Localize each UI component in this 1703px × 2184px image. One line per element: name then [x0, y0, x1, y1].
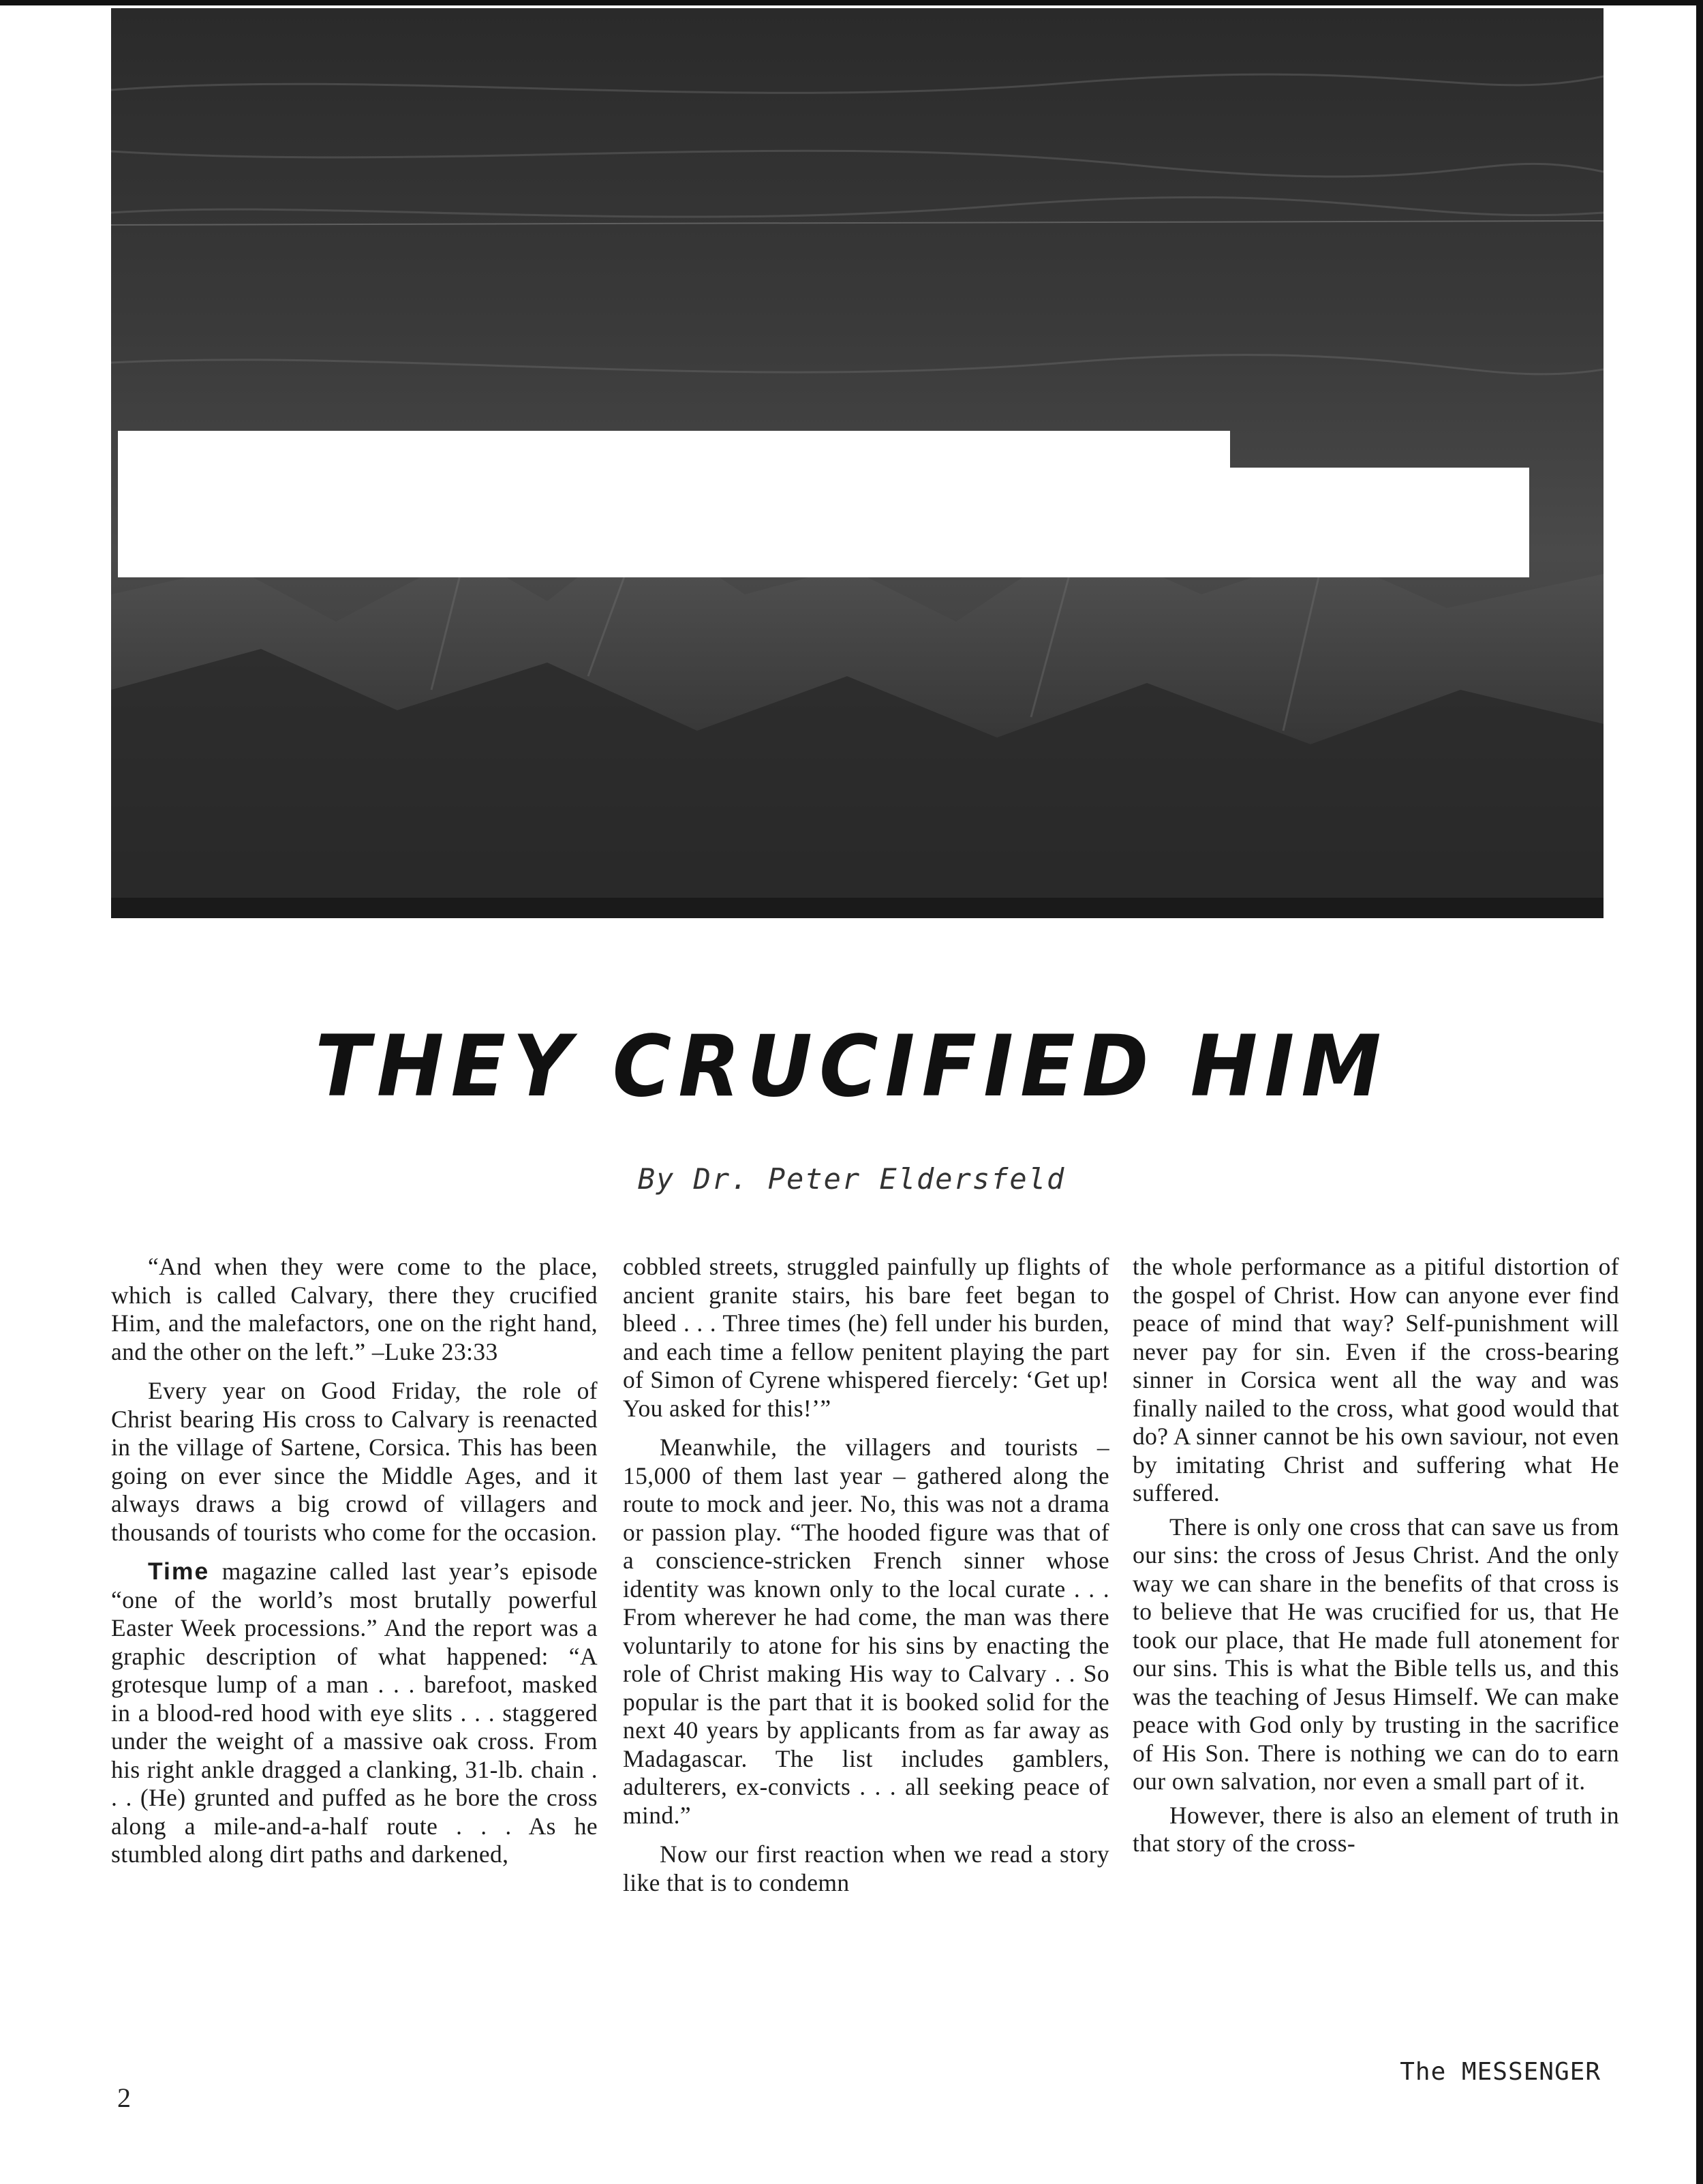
- paragraph: Every year on Good Friday, the role of Christ bearing His cross to Calvary is reenacted in the village of Sartene, Corsica. This has been going on ever since the Middle Ages, and it always draws a big crowd of villagers and thousands of tourists who come for the occasion.: [111, 1377, 598, 1546]
- paragraph: There is only one cross that can save us from our sins: the cross of Jesus Christ. And the only way we can share in the benefits of that cross is to believe that He was crucified for us, that He took our place, that He made full atonement for our sins. This is what the Bible tells us, and this was the teaching of Jesus Himself. We can make peace with God only by trusting in the sacrifice of His Son. There is nothing we can do to earn our own salvation, nor even a small part of it.: [1133, 1513, 1619, 1795]
- scripture-quote: “And when they were come to the place, which is called Calvary, there they crucified Him, and the malefactors, one on the right hand, and the other on the left.” –Luke 23:33: [111, 1253, 598, 1365]
- article-title: THEY CRUCIFIED HIM: [315, 1016, 1388, 1116]
- redaction-box: [118, 431, 1230, 577]
- magazine-name: The MESSENGER: [1400, 2058, 1601, 2086]
- magazine-reference: Time: [148, 1558, 210, 1585]
- paragraph: Time magazine called last year’s episode “one of the world’s most brutally powerful Easter Week processions.” And the report was a graphic description of what happened: “A grotesque lump of a man . . . barefoot, masked in a blood-red hood with eye slits . . . staggered under the weight of a massive oak cross. From his right ankle dragged a clanking, 31-lb. chain . . . (He) grunted and puffed as he bore the cross along a mile-and-a-half route . . . As he stumbled along dirt paths and darkened,: [111, 1558, 598, 1868]
- text-column-3: [1133, 1253, 1619, 1869]
- page-number: 2: [117, 2082, 131, 2113]
- paragraph: Meanwhile, the villagers and tourists – 15,000 of them last year – gathered along the route to mock and jeer. No, this was not a drama or passion play. “The hooded figure was that of a conscience-stricken French sinner whose identity was known only to the local curate . . . From wherever he had come, the man was there voluntarily to atone for his sins by enacting the role of Christ making His way to Calvary . . So popular is the part that it is booked solid for the next 40 years by applicants from as far away as Madagascar. The list includes gamblers, adulterers, ex-convicts . . . all seeking peace of mind.”: [623, 1434, 1109, 1829]
- article-byline: By Dr. Peter Eldersfeld: [637, 1162, 1066, 1196]
- text-column-1: [111, 1253, 598, 1880]
- text-column-2: [623, 1253, 1109, 1908]
- paragraph: cobbled streets, struggled painfully up flights of ancient granite stairs, his bare feet began to bleed . . . Three times (he) fell under his burden, and each time a fellow penitent playing the part of Simon of Cyrene whispered fiercely: ‘Get up! You asked for this!’”: [623, 1253, 1109, 1422]
- paragraph: Now our first reaction when we read a story like that is to condemn: [623, 1840, 1109, 1896]
- paragraph: However, there is also an element of truth in that story of the cross-: [1133, 1801, 1619, 1857]
- redaction-box: [1227, 468, 1529, 577]
- paragraph: the whole performance as a pitiful distortion of the gospel of Christ. How can anyone ever find peace of mind that way? Self-punishment will never pay for sin. Even if the cross-bearing sinner in Corsica went all the way and was finally nailed to the cross, what good would that do? A sinner cannot be his own saviour, not even by imitating Christ and suffering what He suffered.: [1133, 1253, 1619, 1506]
